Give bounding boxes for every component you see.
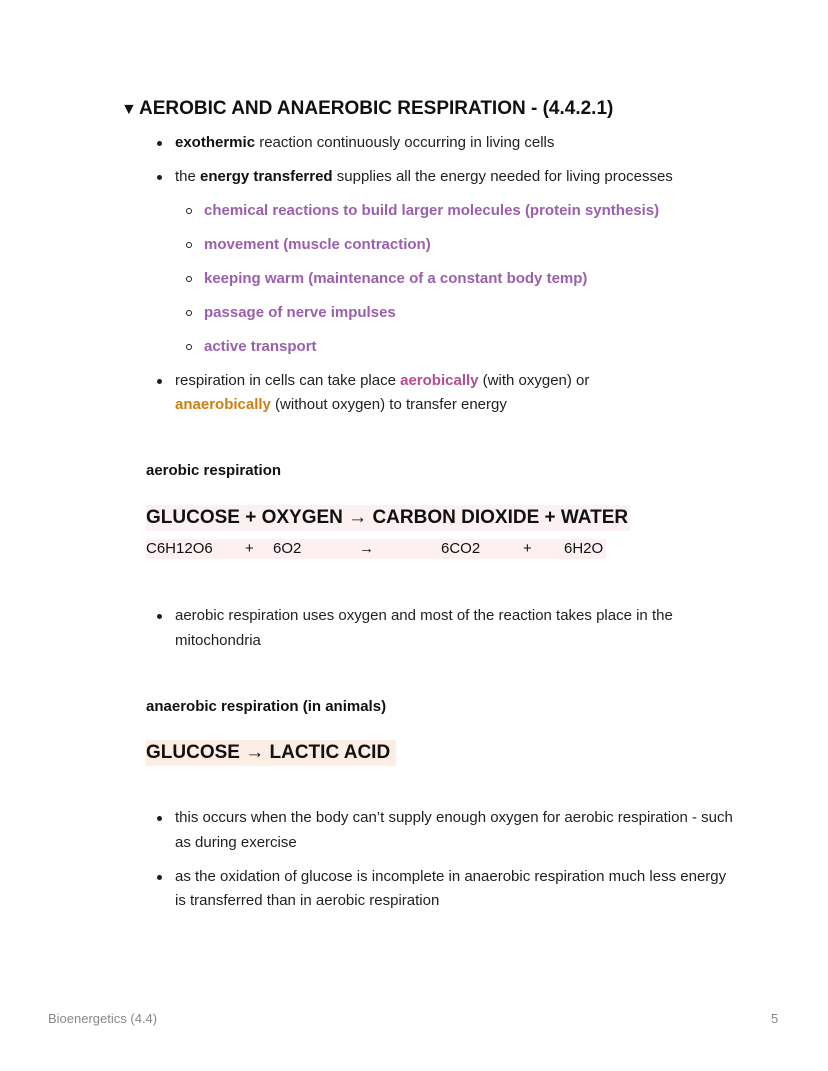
living-processes-list xyxy=(175,199,748,360)
formula-plus: + xyxy=(245,540,254,557)
list-item-text: supplies all the energy needed for living processes xyxy=(332,168,673,185)
aerobic-notes-list xyxy=(148,604,738,663)
formula-arrow: → xyxy=(359,540,374,557)
overview-list xyxy=(148,131,748,427)
list-item: this occurs when the body can’t supply enough oxygen for aerobic respiration - such as during exercise xyxy=(148,806,738,855)
formula-term: 6CO2 xyxy=(441,540,481,557)
sub-list-item: chemical reactions to build larger molecules (protein synthesis) xyxy=(175,199,748,224)
list-item-text: the xyxy=(175,168,201,185)
list-item xyxy=(148,131,748,156)
list-item-text: (without oxygen) to transfer energy xyxy=(270,396,507,413)
highlight-aerobically: aerobically xyxy=(400,371,479,389)
footer-title: Bioenergetics (4.4) xyxy=(48,1011,158,1026)
list-item-text: reaction continuously occurring in living cells xyxy=(255,134,555,151)
toggle-triangle-icon[interactable]: ▼ xyxy=(121,101,137,118)
anaerobic-word-equation: GLUCOSE → LACTIC ACID xyxy=(146,740,396,766)
aerobic-word-equation: GLUCOSE + OXYGEN → CARBON DIOXIDE + WATER xyxy=(146,505,630,531)
formula-term: 6H2O xyxy=(564,540,604,557)
list-item: aerobic respiration uses oxygen and most of the reaction takes place in the mitochondria xyxy=(148,604,738,653)
aerobic-subheading: aerobic respiration xyxy=(146,462,282,479)
sub-list-item: passage of nerve impulses xyxy=(175,301,748,326)
list-item xyxy=(148,165,748,359)
formula-highlight xyxy=(146,539,606,559)
page-number: 5 xyxy=(771,1011,779,1026)
highlight-anaerobically: anaerobically xyxy=(175,396,271,413)
formula-term: 6O2 xyxy=(273,540,302,557)
list-item-text: (with oxygen) or xyxy=(478,371,590,389)
section-heading-text: AEROBIC AND ANAEROBIC RESPIRATION - (4.4.2.1) xyxy=(139,98,614,119)
anaerobic-subheading: anaerobic respiration (in animals) xyxy=(146,698,387,715)
sub-list-item: movement (muscle contraction) xyxy=(175,233,748,258)
bold-term: exothermic xyxy=(175,134,256,151)
bold-term: energy transferred xyxy=(200,168,333,185)
sub-list-item: active transport xyxy=(175,335,748,360)
list-item: as the oxidation of glucose is incomplete in anaerobic respiration much less energy is transferred than in aerobic respiration xyxy=(148,865,738,914)
formula-plus: + xyxy=(523,540,532,557)
list-item-text: respiration in cells can take place xyxy=(175,371,401,389)
section-heading[interactable] xyxy=(121,98,613,120)
anaerobic-notes-list xyxy=(148,806,738,923)
formula-term: C6H12O6 xyxy=(146,540,213,557)
list-item xyxy=(148,369,748,418)
sub-list-item: keeping warm (maintenance of a constant body temp) xyxy=(175,267,748,292)
